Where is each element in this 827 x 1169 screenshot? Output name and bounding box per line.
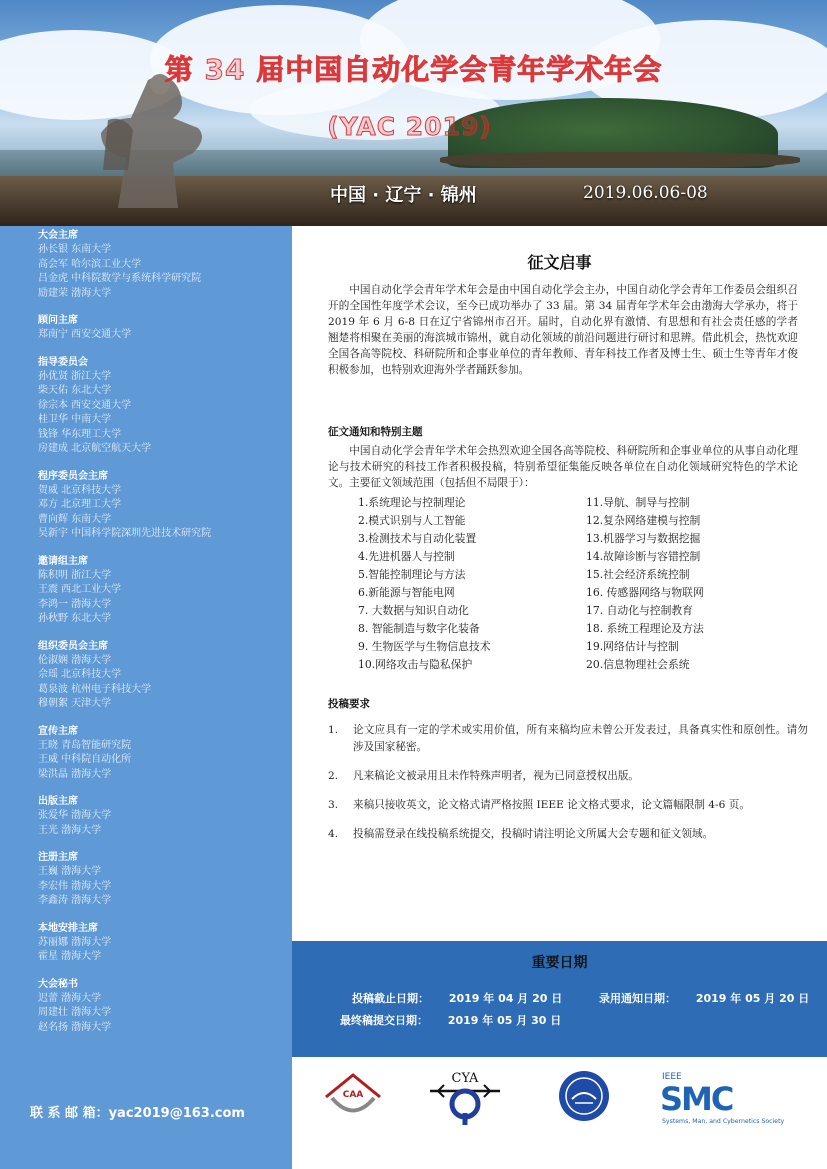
requirement-item [328, 722, 808, 756]
topic-item: 5.智能控制理论与方法 [358, 568, 466, 581]
committee-member: 苏丽娜 渤海大学 [38, 936, 112, 948]
requirement-number: 4. [328, 828, 339, 840]
committee-title: 大会秘书 [38, 978, 78, 990]
final-label: 最终稿提交日期： [340, 1014, 428, 1027]
topic-item: 20.信息物理社会系统 [586, 658, 690, 671]
conference-date: 2019.06.06-08 [583, 183, 708, 203]
requirement-number: 1. [328, 724, 339, 736]
committee-member: 孙长银 东南大学 [38, 244, 112, 255]
committee-group [38, 724, 288, 783]
committee-member: 曹向辉 东南大学 [38, 513, 112, 525]
requirement-number: 2. [328, 770, 339, 782]
submission-date: 2019 年 04 月 20 日 [448, 992, 563, 1005]
committee-title: 邀请组主席 [38, 555, 88, 567]
caa-logo-text: CAA [342, 1090, 364, 1100]
committee-title: 组织委员会主席 [38, 640, 108, 652]
committee-member: 郑南宁 西安交通大学 [38, 329, 132, 340]
requirement-text: 凡来稿论文被录用且未作特殊声明者，视为已同意授权出版。 [353, 770, 640, 782]
topic-row [358, 530, 798, 548]
committee-list [38, 228, 288, 1047]
topic-row [358, 620, 798, 638]
committee-member: 房建成 北京航空航天大学 [38, 443, 152, 454]
caa-logo [318, 1071, 388, 1123]
intro-paragraph: 中国自动化学会青年学术年会是由中国自动化学会主办，中国自动化学会青年工作委员会组织召开的全国性年度学术会议，至今已成功举办了 33 届。第 34 届青年学术年会由渤海大学承办，将于 2019 年 6 月 6-8 日在辽宁省锦州市召开。届时，自动化界有激情、有思想和有社会责任感的学者翘楚将相聚在美丽的海滨城市锦州，就自动化领域的前沿问题进行研讨和思辨。借此机会，热忱欢迎全国各高等院校、科研院所和企事业单位的青年教师、青年科技工作者及博士生、硕士生等青年才俊积极参加，也特别欢迎海外学者踊跃参加。 [328, 284, 798, 376]
committee-group [38, 313, 288, 343]
committee-member: 桂卫华 中南大学 [38, 414, 112, 425]
requirement-text: 论文应具有一定的学术或实用价值，所有来稿均应未曾公开发表过，具备真实性和原创性。请勿涉及国家秘密。 [353, 724, 808, 753]
header-banner [0, 0, 827, 226]
topic-item: 8. 智能制造与数字化装备 [358, 622, 480, 635]
committee-member: 柴天佑 东北大学 [38, 385, 112, 396]
call-paragraph: 中国自动化学会青年学术年会热烈欢迎全国各高等院校、科研院所和企事业单位的从事自动化理论与技术研究的科技工作者积极投稿，特别希望征集能反映各单位在自动化领域研究特色的学术论文。主要征文领域范围（包括但不局限于）： [328, 445, 798, 489]
topic-item: 1.系统理论与控制理论 [358, 496, 466, 509]
topic-item: 15.社会经济系统控制 [586, 568, 690, 581]
committee-member: 吴新宇 中国科学院深圳先进技术研究院 [38, 528, 212, 539]
page-title: 征文启事 [527, 253, 592, 272]
notification-deadline [599, 990, 809, 1006]
topic-item: 7. 大数据与知识自动化 [358, 604, 469, 617]
smc-text: SMC [660, 1080, 733, 1118]
committee-title: 大会主席 [38, 230, 78, 241]
committee-group [38, 469, 288, 542]
committee-group [38, 554, 288, 627]
committee-group [38, 977, 288, 1036]
committee-title: 宣传主席 [38, 725, 78, 737]
committee-member: 吕金虎 中科院数学与系统科学研究院 [38, 273, 202, 284]
committee-group [38, 921, 288, 965]
topic-item: 11.导航、制导与控制 [586, 496, 690, 509]
conference-abbreviation: (YAC 2019) [327, 112, 492, 141]
dates-title: 重要日期 [531, 955, 588, 971]
committee-member: 徐宗本 西安交通大学 [38, 399, 132, 411]
committee-member: 陈积明 浙江大学 [38, 569, 112, 581]
topic-item: 16. 传感器网络与物联网 [586, 586, 704, 599]
committee-member: 高会军 哈尔滨工业大学 [38, 258, 142, 270]
ieee-text: IEEE [662, 1072, 682, 1082]
final-deadline [340, 1012, 561, 1028]
committee-member: 贺威 北京科技大学 [38, 484, 122, 496]
cya-logo [424, 1069, 506, 1125]
sponsor-logos [292, 1057, 827, 1169]
conference-title: 第 34 届中国自动化学会青年学术年会 [164, 53, 663, 86]
committee-member: 李鑫涛 渤海大学 [38, 895, 112, 906]
smc-society-text: Systems, Man, and Cybernetics Society [662, 1118, 785, 1125]
topic-item: 6.新能源与智能电网 [358, 586, 455, 599]
committee-title: 本地安排主席 [38, 922, 98, 934]
topic-row [358, 638, 798, 656]
topic-row [358, 656, 798, 674]
committee-member: 王光 渤海大学 [38, 824, 102, 836]
committee-title: 出版主席 [38, 796, 78, 807]
committee-group [38, 639, 288, 712]
committee-member: 李鸿一 渤海大学 [38, 598, 112, 610]
topic-item: 10.网络攻击与隐私保护 [358, 658, 473, 671]
committee-member: 葛泉波 杭州电子科技大学 [38, 683, 152, 695]
requirement-number: 3. [328, 799, 339, 811]
topic-row [358, 584, 798, 602]
topic-item: 2.模式识别与人工智能 [358, 514, 466, 527]
committee-group [38, 794, 288, 838]
committee-group [38, 228, 288, 301]
contact-email[interactable]: 联 系 邮 箱：yac2019@163.com [30, 1106, 245, 1121]
topic-row [358, 566, 798, 584]
committee-member: 张爱华 渤海大学 [38, 810, 112, 821]
island-shore [440, 152, 800, 168]
notification-date: 2019 年 05 月 20 日 [695, 992, 810, 1005]
committee-group [38, 850, 288, 909]
topic-item: 17. 自动化与控制教育 [586, 604, 693, 617]
committee-group [38, 355, 288, 457]
committee-member: 孙优贤 浙江大学 [38, 370, 112, 382]
committee-title: 程序委员会主席 [38, 470, 108, 482]
requirement-item [328, 797, 808, 814]
topic-item: 13.机器学习与数据挖掘 [586, 532, 701, 545]
requirement-text: 来稿只接收英文，论文格式请严格按照 IEEE 论文格式要求，论文篇幅限制 4-6 页。 [353, 799, 750, 811]
requirements-list [328, 722, 808, 855]
committee-member: 赵名扬 渤海大学 [38, 1021, 112, 1033]
committee-member: 霍星 渤海大学 [38, 951, 102, 962]
topic-item: 19.网络估计与控制 [586, 640, 679, 653]
section-title-requirements: 投稿要求 [328, 698, 370, 710]
call-for-papers [292, 226, 827, 941]
cya-logo-text: CYA [451, 1071, 479, 1086]
topic-row [358, 602, 798, 620]
committee-title: 指导委员会 [38, 356, 88, 368]
topic-row [358, 548, 798, 566]
committee-member: 穆朝絮 天津大学 [38, 698, 112, 709]
topic-item: 3.检测技术与自动化装置 [358, 532, 477, 545]
committee-member: 孙秋野 东北大学 [38, 613, 112, 624]
submission-label: 投稿截止日期： [352, 992, 429, 1005]
committee-member: 王巍 渤海大学 [38, 866, 102, 877]
requirement-item [328, 768, 808, 785]
conference-location: 中国 · 辽宁 · 锦州 [330, 185, 477, 206]
committee-member: 梁洪晶 渤海大学 [38, 768, 112, 780]
committee-member: 王震 西北工业大学 [38, 584, 122, 595]
requirement-item [328, 826, 808, 843]
final-date: 2019 年 05 月 30 日 [447, 1014, 562, 1027]
requirement-text: 投稿需登录在线投稿系统提交，投稿时请注明论文所属大会专题和征文领域。 [353, 828, 714, 840]
committee-member: 迟蕾 渤海大学 [38, 992, 102, 1004]
topic-item: 4.先进机器人与控制 [358, 550, 455, 563]
committee-title: 顾问主席 [38, 315, 78, 326]
topic-list [358, 494, 798, 674]
committee-member: 李宏伟 渤海大学 [38, 880, 112, 892]
bohai-university-seal [557, 1069, 611, 1123]
important-dates [292, 941, 827, 1057]
notification-label: 录用通知日期： [599, 992, 676, 1005]
committee-title: 注册主席 [38, 852, 78, 863]
ieee-smc-logo [660, 1071, 806, 1127]
topic-row [358, 512, 798, 530]
committee-member: 励建荣 渤海大学 [38, 287, 112, 299]
submission-deadline [352, 990, 562, 1006]
committee-member: 钱锋 华东理工大学 [38, 428, 122, 440]
committee-member: 佘瑶 北京科技大学 [38, 669, 122, 680]
topic-item: 18. 系统工程理论及方法 [586, 622, 704, 635]
topic-item: 9. 生物医学与生物信息技术 [358, 640, 491, 653]
committee-member: 邓方 北京理工大学 [38, 499, 122, 510]
topic-row [358, 494, 798, 512]
topic-item: 14.故障诊断与容错控制 [586, 550, 701, 563]
committee-sidebar [0, 226, 292, 1169]
committee-member: 王晓 青岛智能研究院 [38, 739, 132, 751]
topic-item: 12.复杂网络建模与控制 [586, 514, 701, 527]
section-title-topics: 征文通知和特别主题 [328, 426, 423, 438]
committee-member: 周建壮 渤海大学 [38, 1007, 112, 1018]
committee-member: 伦淑娴 渤海大学 [38, 654, 112, 666]
committee-member: 王威 中科院自动化所 [38, 754, 132, 765]
